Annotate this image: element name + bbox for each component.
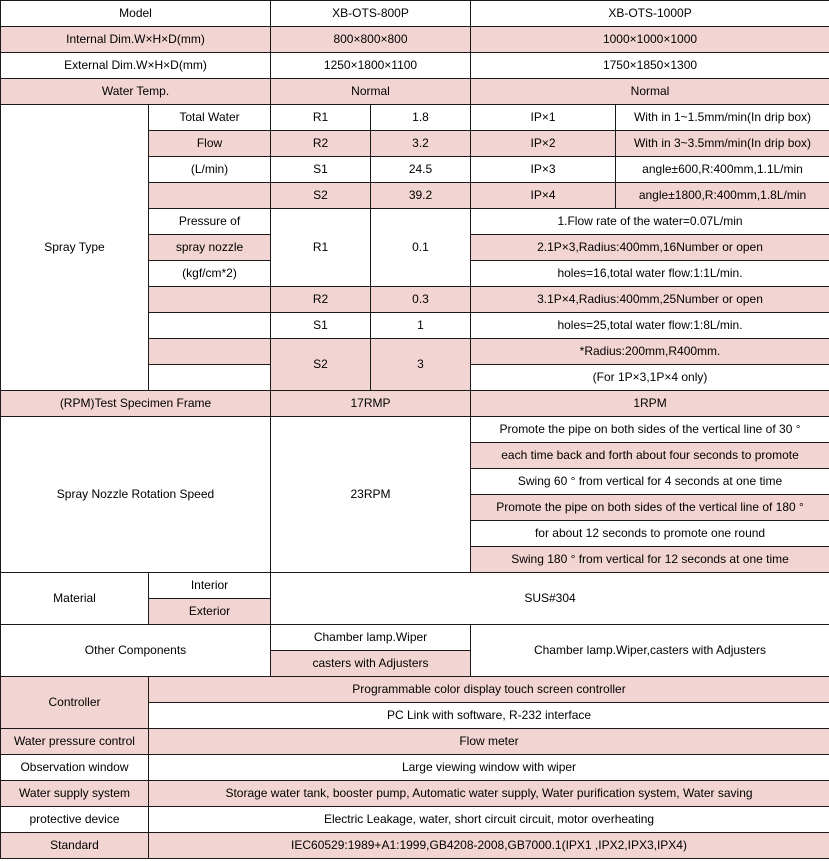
row-rotation-1 [1,417,829,443]
observation-label: Observation window [1,755,149,781]
other-components-item-1: Chamber lamp.Wiper [271,625,471,651]
spray-type-label: Spray Type [1,105,149,391]
pressure-sub-label-empty [149,313,271,339]
rpm-frame-label: (RPM)Test Specimen Frame [1,391,271,417]
row-external-dim [1,53,829,79]
water-pressure-label: Water pressure control [1,729,149,755]
pressure-sub-label-empty [149,339,271,365]
pressure-r2-value: 0.3 [371,287,471,313]
rotation-line: for about 12 seconds to promote one round [471,521,829,547]
flow-sub-label: Total Water [149,105,271,131]
pressure-sub-label-3: (kgf/cm*2) [149,261,271,287]
water-pressure-value: Flow meter [149,729,829,755]
rotation-label: Spray Nozzle Rotation Speed [1,417,271,573]
rotation-line: Promote the pipe on both sides of the vertical line of 30 ° [471,417,829,443]
pressure-r1-value: 0.1 [371,209,471,287]
controller-line-2: PC Link with software, R-232 interface [149,703,829,729]
row-water-pressure [1,729,829,755]
water-temp-value-1: Normal [271,79,471,105]
water-supply-label: Water supply system [1,781,149,807]
standard-value: IEC60529:1989+A1:1999,GB4208-2008,GB7000.1(IPX1 ,IPX2,IPX3,IPX4) [149,833,829,859]
ip-desc: With in 3~3.5mm/min(In drip box) [616,131,829,157]
pressure-r2-code: R2 [271,287,371,313]
pressure-s2-value: 3 [371,339,471,391]
row-other-components-1 [1,625,829,651]
row-water-temp [1,79,829,105]
material-value: SUS#304 [271,573,829,625]
external-dim-value-2: 1750×1850×1300 [471,53,829,79]
rotation-line: Promote the pipe on both sides of the vertical line of 180 ° [471,495,829,521]
pressure-desc-3: holes=16,total water flow:1:1L/min. [471,261,829,287]
flow-value: 39.2 [371,183,471,209]
rpm-frame-value-2: 1RPM [471,391,829,417]
row-standard [1,833,829,859]
flow-sub-label: Flow [149,131,271,157]
rotation-value: 23RPM [271,417,471,573]
flow-sub-label: (L/min) [149,157,271,183]
flow-code: S1 [271,157,371,183]
controller-line-1: Programmable color display touch screen controller [149,677,829,703]
flow-code: R1 [271,105,371,131]
other-components-label: Other Components [1,625,271,677]
water-supply-value: Storage water tank, booster pump, Automatic water supply, Water purification system, Water saving [149,781,829,807]
internal-dim-label: Internal Dim.W×H×D(mm) [1,27,271,53]
internal-dim-value-2: 1000×1000×1000 [471,27,829,53]
pressure-r1-code: R1 [271,209,371,287]
pressure-s1-value: 1 [371,313,471,339]
ip-desc: angle±600,R:400mm,1.1L/min [616,157,829,183]
material-exterior: Exterior [149,599,271,625]
row-rpm-frame [1,391,829,417]
row-model [1,1,829,27]
pressure-desc-6: *Radius:200mm,R400mm. [471,339,829,365]
row-internal-dim [1,27,829,53]
model-label: Model [1,1,271,27]
flow-value: 3.2 [371,131,471,157]
pressure-desc-2: 2.1P×3,Radius:400mm,16Number or open [471,235,829,261]
row-observation [1,755,829,781]
pressure-desc-1: 1.Flow rate of the water=0.07L/min [471,209,829,235]
ip-code: IP×3 [471,157,616,183]
pressure-sub-label-2: spray nozzle [149,235,271,261]
pressure-s1-code: S1 [271,313,371,339]
other-components-item-2: casters with Adjusters [271,651,471,677]
rotation-line: each time back and forth about four seconds to promote [471,443,829,469]
ip-code: IP×1 [471,105,616,131]
standard-label: Standard [1,833,149,859]
pressure-desc-5: holes=25,total water flow:1:8L/min. [471,313,829,339]
row-spray-flow-1 [1,105,829,131]
row-protective [1,807,829,833]
pressure-sub-label-empty [149,365,271,391]
other-components-value: Chamber lamp.Wiper,casters with Adjusters [471,625,829,677]
model-value-1: XB-OTS-800P [271,1,471,27]
water-temp-label: Water Temp. [1,79,271,105]
protective-value: Electric Leakage, water, short circuit circuit, motor overheating [149,807,829,833]
pressure-desc-7: (For 1P×3,1P×4 only) [471,365,829,391]
ip-desc: With in 1~1.5mm/min(In drip box) [616,105,829,131]
pressure-s2-code: S2 [271,339,371,391]
row-controller-1 [1,677,829,703]
flow-value: 24.5 [371,157,471,183]
material-interior: Interior [149,573,271,599]
pressure-sub-label-1: Pressure of [149,209,271,235]
row-material-1 [1,573,829,599]
ip-desc: angle±1800,R:400mm,1.8L/min [616,183,829,209]
flow-code: R2 [271,131,371,157]
pressure-sub-label-empty [149,287,271,313]
rpm-frame-value-1: 17RMP [271,391,471,417]
external-dim-value-1: 1250×1800×1100 [271,53,471,79]
water-temp-value-2: Normal [471,79,829,105]
ip-code: IP×2 [471,131,616,157]
observation-value: Large viewing window with wiper [149,755,829,781]
flow-sub-label-empty [149,183,271,209]
ip-code: IP×4 [471,183,616,209]
controller-label: Controller [1,677,149,729]
rotation-line: Swing 180 ° from vertical for 12 seconds at one time [471,547,829,573]
rotation-line: Swing 60 ° from vertical for 4 seconds at one time [471,469,829,495]
row-water-supply [1,781,829,807]
internal-dim-value-1: 800×800×800 [271,27,471,53]
flow-value: 1.8 [371,105,471,131]
pressure-desc-4: 3.1P×4,Radius:400mm,25Number or open [471,287,829,313]
material-label: Material [1,573,149,625]
model-value-2: XB-OTS-1000P [471,1,829,27]
protective-label: protective device [1,807,149,833]
external-dim-label: External Dim.W×H×D(mm) [1,53,271,79]
flow-code: S2 [271,183,371,209]
